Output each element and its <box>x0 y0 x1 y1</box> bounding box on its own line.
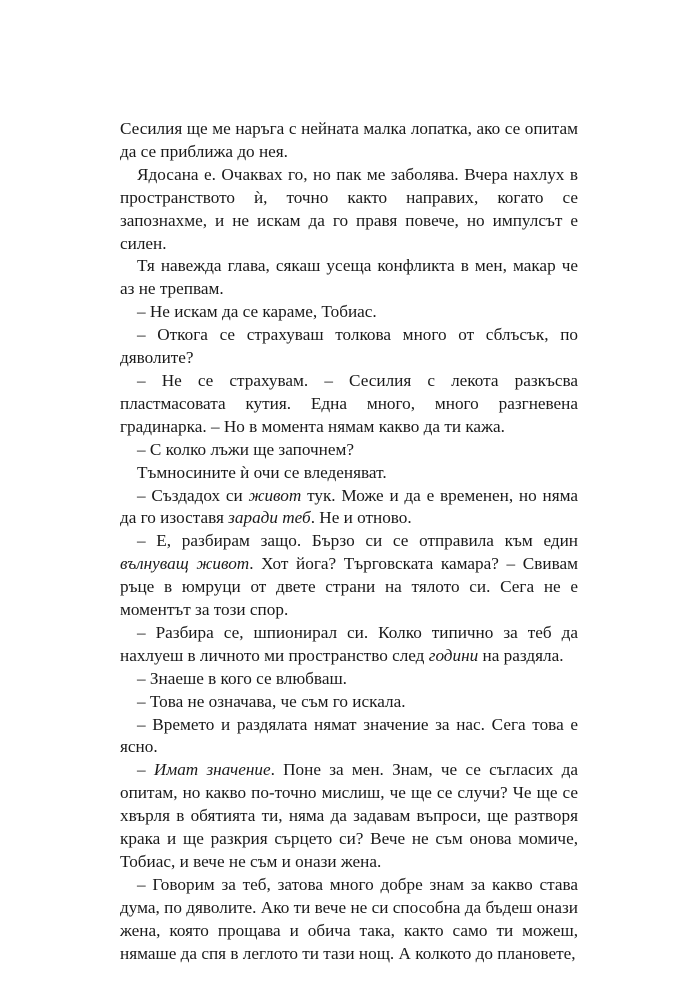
paragraph <box>120 759 578 874</box>
paragraph <box>120 439 578 462</box>
paragraph-text: Ядосана е. Очаквах го, но пак ме заболява. Вчера нахлух в пространството ѝ, точно както направих, когато се запознахме, и не искам да го правя повече, но импулсът е силен. <box>120 164 578 253</box>
paragraph-text: тук. Може и да е временен, но няма да го изоставя <box>120 485 578 528</box>
paragraph <box>120 668 578 691</box>
paragraph <box>120 714 578 760</box>
paragraph-text: – Времето и раздялата нямат значение за нас. Сега това е ясно. <box>120 714 578 757</box>
italic-text: години <box>428 645 479 665</box>
paragraph <box>120 324 578 370</box>
paragraph <box>120 370 578 439</box>
paragraph <box>120 301 578 324</box>
body-text <box>120 118 578 966</box>
paragraph-text: – <box>137 760 154 780</box>
paragraph-text: – Откога се страхуваш толкова много от сблъсък, по дяволите? <box>120 325 578 368</box>
paragraph <box>120 118 578 164</box>
italic-text: вълнуващ живот <box>120 554 250 574</box>
paragraph-text: Сесилия ще ме наръга с нейната малка лопатка, ако се опитам да се приближа до нея. <box>120 119 578 161</box>
paragraph-text: Тъмносините ѝ очи се вледеняват. <box>137 462 387 482</box>
paragraph-text: – Е, разбирам защо. Бързо си се отправила към един <box>137 531 578 551</box>
paragraph-text: . Поне за мен. Знам, че се съгласих да опитам, но какво по-точно мислиш, че ще се случи? Че ще се хвърля в обятията ти, няма да задавам въпроси, ще разтворя крака и ще разкрия сърцето си? Вече не съм онова момиче, Тобиас, и вече не съм и онази жена. <box>120 760 579 871</box>
paragraph-text: Тя навежда глава, сякаш усеща конфликта в мен, макар че аз не трепвам. <box>120 256 578 299</box>
paragraph <box>120 530 578 622</box>
paragraph-text: . Не и отново. <box>310 508 412 528</box>
paragraph-text: – Това не означава, че съм го искала. <box>137 691 406 711</box>
italic-text: Имат значение <box>153 760 271 780</box>
paragraph-text: – Разбира се, шпионирал си. Колко типично за теб да нахлуеш в личното ми пространство след <box>120 622 578 665</box>
paragraph <box>120 691 578 714</box>
paragraph <box>120 622 578 668</box>
paragraph-text: – Не се страхувам. – Сесилия с лекота разкъсва пластмасовата кутия. Една много, много разгневена градинарка. – Но в момента нямам какво да ти кажа. <box>120 370 578 436</box>
paragraph-text: – Говорим за теб, затова много добре знам за какво става дума, по дяволите. Ако ти вече не си способна да бъдеш онази жена, която прощава и обича така, както само ти можеш, нямаше да спя в леглото ти тази нощ. А колкото до плановете, <box>120 874 578 963</box>
paragraph <box>120 462 578 485</box>
italic-text: живот <box>248 485 302 505</box>
paragraph-text: – Създадох си <box>137 485 249 505</box>
paragraph-text: – Знаеше в кого се влюбваш. <box>137 668 347 688</box>
paragraph-text: . Хот йога? Търговската камара? – Свивам ръце в юмруци от двете страни на тялото си. Сега не е моментът за този спор. <box>120 554 578 620</box>
paragraph <box>120 255 578 301</box>
paragraph-text: на раздяла. <box>478 645 564 665</box>
paragraph <box>120 164 578 256</box>
paragraph-text: – Не искам да се караме, Тобиас. <box>137 302 377 322</box>
paragraph <box>120 485 578 531</box>
paragraph-text: – С колко лъжи ще започнем? <box>137 439 354 459</box>
paragraph <box>120 874 578 966</box>
italic-text: заради теб <box>228 508 311 528</box>
